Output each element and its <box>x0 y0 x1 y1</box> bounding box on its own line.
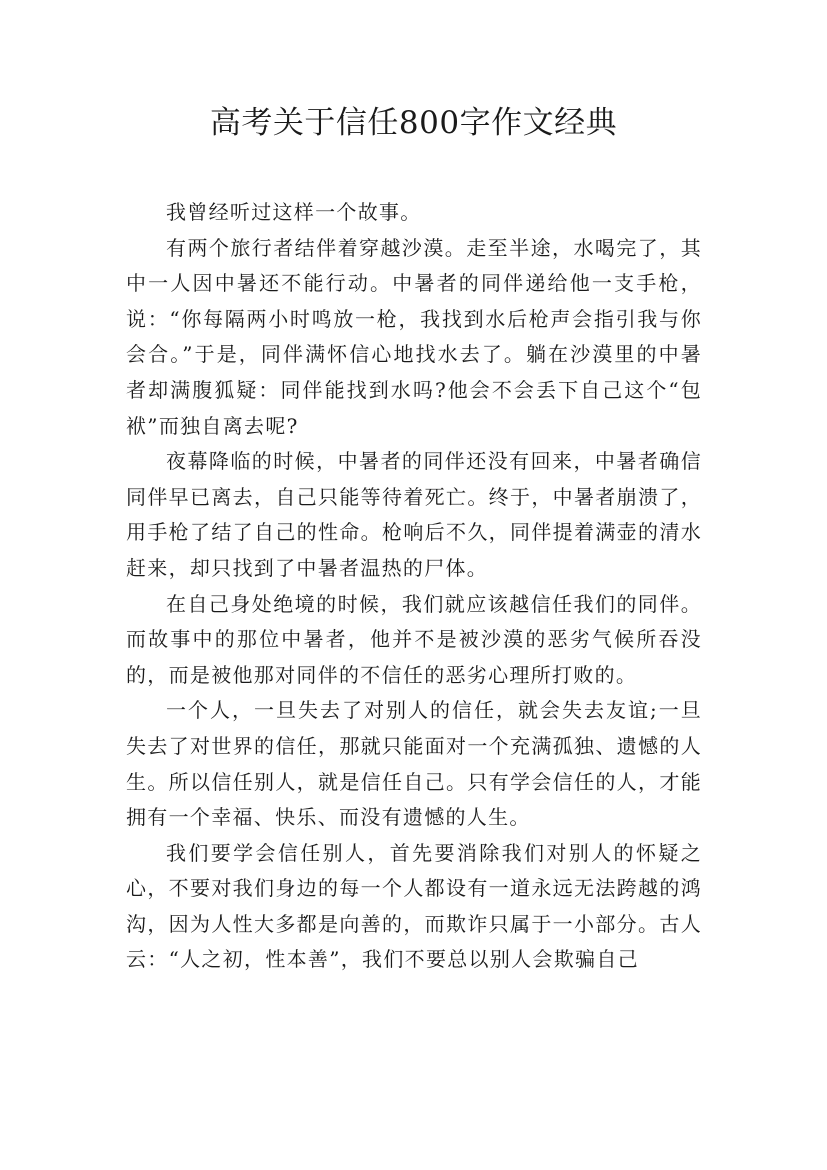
paragraph: 一个人，一旦失去了对别人的信任，就会失去友谊;一旦失去了对世界的信任，那就只能面对一个充满孤独、遗憾的人生。所以信任别人，就是信任自己。只有学会信任的人，才能拥有一个幸福、快乐、而没有遗憾的人生。 <box>126 698 702 830</box>
essay-body <box>126 195 702 978</box>
paragraph: 有两个旅行者结伴着穿越沙漠。走至半途，水喝完了，其中一人因中暑还不能行动。中暑者的同伴递给他一支手枪，说：“你每隔两小时鸣放一枪，我找到水后枪声会指引我与你会合。”于是，同伴满怀信心地找水去了。躺在沙漠里的中暑者却满腹狐疑：同伴能找到水吗?他会不会丢下自己这个“包袱”而独自离去呢? <box>126 235 702 438</box>
paragraph: 我曾经听过这样一个故事。 <box>166 200 422 224</box>
paragraph: 夜幕降临的时候，中暑者的同伴还没有回来，中暑者确信同伴早已离去，自己只能等待着死亡。终于，中暑者崩溃了，用手枪了结了自己的性命。枪响后不久，同伴提着满壶的清水赶来，却只找到了中暑者温热的尸体。 <box>126 449 702 580</box>
paragraph: 我们要学会信任别人，首先要消除我们对别人的怀疑之心，不要对我们身边的每一个人都设有一道永远无法跨越的鸿沟，因为人性大多都是向善的，而欺诈只属于一小部分。古人云：“人之初，性本善”，我们不要总以别人会欺骗自己 <box>126 840 702 972</box>
paragraph: 在自己身处绝境的时候，我们就应该越信任我们的同伴。而故事中的那位中暑者，他并不是被沙漠的恶劣气候所吞没的，而是被他那对同伴的不信任的恶劣心理所打败的。 <box>126 591 702 687</box>
page-title: 高考关于信任800字作文经典 <box>209 105 618 141</box>
